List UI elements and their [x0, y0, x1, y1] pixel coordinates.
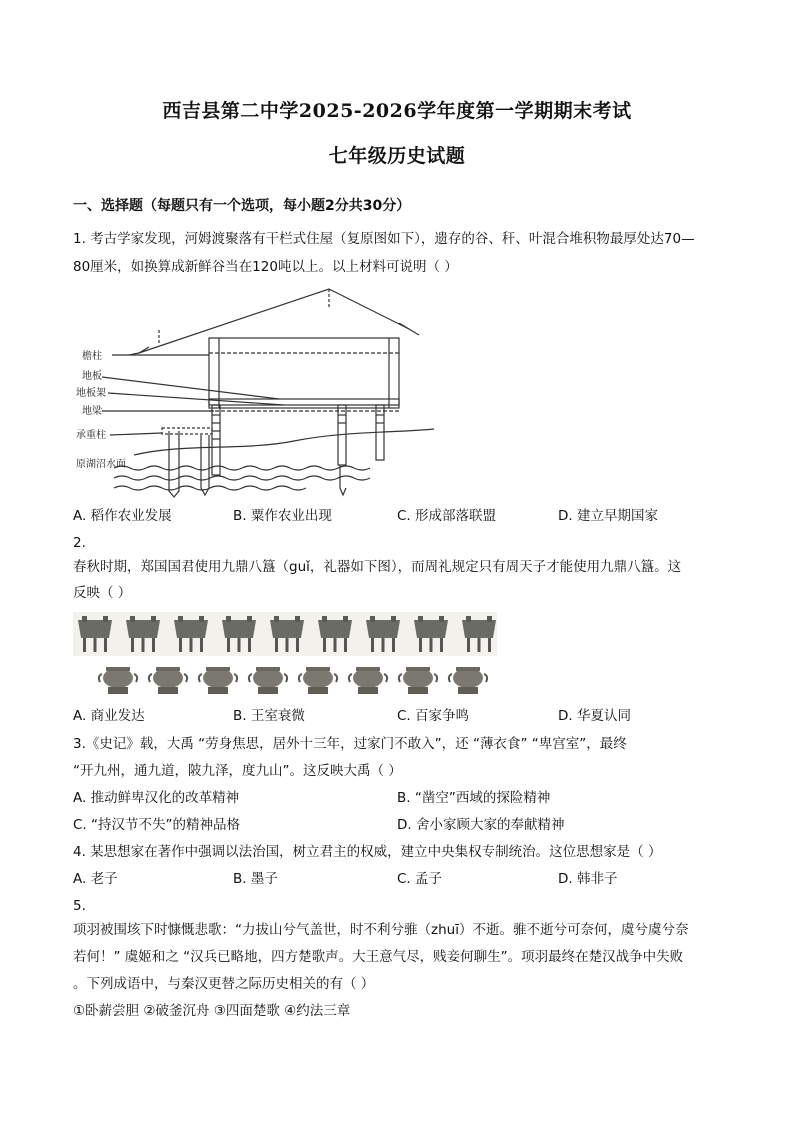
q1-option-c: C. 形成部落联盟 — [397, 508, 497, 524]
q2-option-c: C. 百家争鸣 — [397, 708, 470, 724]
q5-choices-line: ①卧薪尝胆 ②破釜沉舟 ③四面楚歌 ④约法三章 — [73, 1003, 351, 1019]
ding-vessel-icon — [126, 616, 160, 652]
ding-gui-figure — [73, 612, 497, 700]
ding-vessel-icon — [270, 616, 304, 652]
q2-option-b: B. 王室衰微 — [233, 708, 305, 724]
ding-vessel-icon — [318, 616, 352, 652]
figure-label-water-surface: 原湖沼水面 — [76, 459, 126, 470]
figure-label-floor-frame: 地板架 — [76, 388, 106, 399]
q2-stem-line1: 春秋时期，郑国国君使用九鼎八簋（guǐ，礼器如下图），而周礼规定只有周天子才能使用九鼎八簋。这 — [73, 559, 682, 575]
gui-vessel-icon — [299, 667, 337, 694]
stilt-house-figure — [74, 283, 436, 501]
section-heading: 一、选择题（每题只有一个选项，每小题2分共30分） — [73, 198, 411, 214]
gui-vessel-icon — [399, 667, 437, 694]
q2-option-a: A. 商业发达 — [73, 708, 145, 724]
q5-stem-line2: 若何！” 虞姬和之 “汉兵已略地，四方楚歌声。大王意气尽，贱妾何聊生”。项羽最终在楚汉战争中失败 — [73, 949, 684, 965]
gui-vessel-icon — [149, 667, 187, 694]
q3-option-c: C. “持汉节不失”的精神品格 — [73, 817, 240, 833]
gui-vessel-icon — [99, 667, 137, 694]
ding-vessel-icon — [78, 616, 112, 652]
q2-option-d: D. 华夏认同 — [558, 708, 631, 724]
q1-option-d: D. 建立早期国家 — [558, 508, 658, 524]
q4-option-a: A. 老子 — [73, 871, 118, 887]
gui-vessel-icon — [449, 667, 487, 694]
q1-stem-line2: 80厘米，如换算成新鲜谷当在120吨以上。以上材料可说明（ ） — [73, 259, 458, 275]
q1-option-b: B. 粟作农业出现 — [233, 508, 332, 524]
q4-stem-line1: 4. 某思想家在著作中强调以法治国，树立君主的权威，建立中央集权专制统治。这位思想家是（ ） — [73, 844, 662, 860]
q2-stem-line2: 反映（ ） — [73, 585, 132, 601]
gui-vessel-icon — [249, 667, 287, 694]
q3-option-a: A. 推动鲜卑汉化的改革精神 — [73, 790, 240, 806]
q3-option-d: D. 舍小家顾大家的奉献精神 — [397, 817, 565, 833]
roof-line — [139, 289, 409, 353]
ding-vessel-icon — [414, 616, 448, 652]
q4-option-c: C. 孟子 — [397, 871, 443, 887]
figure-label-floor: 地板 — [82, 371, 102, 382]
figure-label-floor-beam: 地梁 — [82, 406, 102, 417]
exam-subtitle: 七年级历史试题 — [328, 145, 466, 167]
q4-option-d: D. 韩非子 — [558, 871, 618, 887]
q5-stem-line1: 项羽被围垓下时慷慨悲歌：“力拔山兮气盖世，时不利兮骓（zhuī）不逝。骓不逝兮可奈何，虞兮虞兮奈 — [73, 922, 689, 938]
q4-option-b: B. 墨子 — [233, 871, 278, 887]
gui-vessel-icon — [349, 667, 387, 694]
q3-stem-line2: “开九州，通九道，陂九泽，度九山”。这反映大禹（ ） — [73, 763, 402, 779]
ding-vessel-icon — [366, 616, 400, 652]
q1-option-a: A. 稻作农业发展 — [73, 508, 172, 524]
q5-stem-line3: 。下列成语中，与秦汉更替之际历史相关的有（ ） — [73, 976, 375, 992]
q3-option-b: B. “凿空”西域的探险精神 — [397, 790, 551, 806]
gui-vessel-icon — [199, 667, 237, 694]
figure-label-eave-pillar: 檐柱 — [82, 351, 102, 362]
ding-vessel-icon — [462, 616, 496, 652]
q2-number: 2. — [73, 535, 86, 551]
house-wall — [209, 338, 399, 408]
q3-stem-line1: 3.《史记》载，大禹 “劳身焦思，居外十三年，过家门不敢入”，还 “薄衣食” “卑宫室”，最终 — [73, 736, 627, 752]
ding-vessel-icon — [174, 616, 208, 652]
q1-stem-line1: 1. 考古学家发现，河姆渡聚落有干栏式住屋（复原图如下），遗存的谷、秆、叶混合堆积物最厚处达70— — [73, 231, 695, 247]
q5-number: 5. — [73, 898, 86, 914]
ding-vessel-icon — [222, 616, 256, 652]
figure-label-load-pillar: 承重柱 — [76, 430, 106, 441]
exam-title: 西吉县第二中学2025-2026学年度第一学期期末考试 — [162, 100, 632, 122]
